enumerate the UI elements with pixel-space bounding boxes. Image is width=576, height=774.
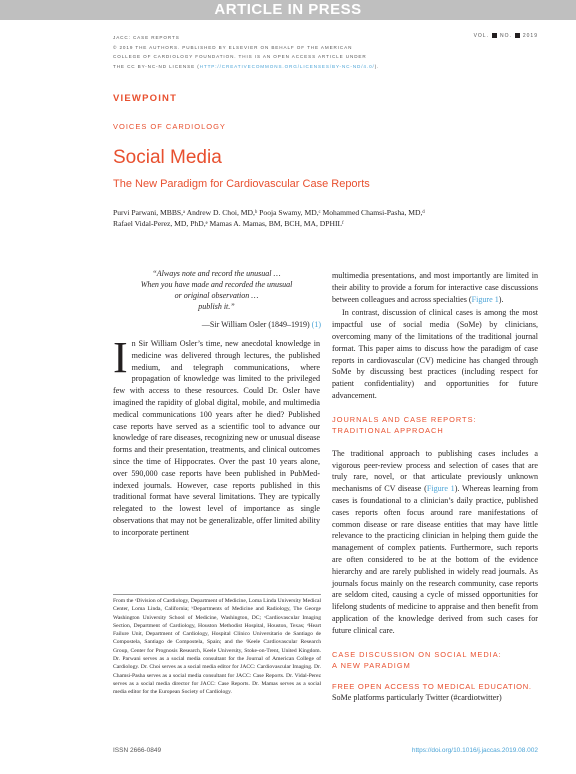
paragraph-text: multimedia presentations, and most importantly are limited in their ability to provide a forum for interactive case discussions between colleagues and across specialties ( <box>332 271 538 304</box>
epigraph-line: “Always note and record the unusual … <box>152 269 281 278</box>
heading-line: TRADITIONAL APPROACH <box>332 425 444 435</box>
article-title: Social Media <box>113 147 222 168</box>
authors-line: Purvi Parwani, MBBS,ᵃ Andrew D. Choi, MD,ᵇ Pooja Swamy, MD,ᶜ Mohammed Chamsi-Pasha, MD,ᵈ <box>113 208 425 217</box>
subsection-heading: FREE OPEN ACCESS TO MEDICAL EDUCATION. <box>332 681 532 691</box>
paragraph <box>332 270 538 305</box>
heading-line: CASE DISCUSSION ON SOCIAL MEDIA: <box>332 649 502 659</box>
drop-cap: I <box>113 333 128 382</box>
reference-link[interactable]: (1) <box>311 320 321 329</box>
intro-paragraph <box>113 333 320 539</box>
figure-link[interactable]: Figure 1 <box>426 484 455 494</box>
figure-link[interactable]: Figure 1 <box>471 294 499 304</box>
right-column <box>332 270 538 704</box>
section-name: VOICES OF CARDIOLOGY <box>113 122 226 131</box>
volume-info <box>474 33 538 39</box>
epigraph <box>113 268 320 312</box>
paragraph-text: SoMe platforms particularly Twitter (#cardiotwitter) <box>332 693 502 703</box>
journal-meta <box>113 33 413 71</box>
no-label: NO. <box>499 33 512 39</box>
issn: ISSN 2666-0849 <box>113 747 162 754</box>
copyright-line <box>113 62 413 72</box>
journal-name: JACC: CASE REPORTS <box>113 35 180 40</box>
article-type: VIEWPOINT <box>113 93 178 104</box>
paragraph-text: The traditional approach to publishing cases includes a vigorous peer-review process and selection of cases that are truly rare, novel, or that articulate previously unknown mechanisms of CV disease ( <box>332 448 538 494</box>
vol-label: VOL. <box>473 33 489 39</box>
section-heading <box>332 414 538 436</box>
author-list <box>113 207 533 229</box>
epigraph-line: or original observation … <box>174 291 259 300</box>
no-placeholder <box>515 33 520 38</box>
heading-line: A NEW PARADIGM <box>332 660 411 670</box>
vol-placeholder <box>492 33 497 38</box>
paragraph: In contrast, discussion of clinical cases is among the most impactful use of social media (SoMe) by clinicians, overcoming many of the limitations of the traditional journal format. This paper aims to discuss how the paradigm of case reports in cardiovascular (CV) medicine has changed through SoMe by discussing best practices (including respect for patient confidentiality) and opportunities for future advancement. <box>332 308 538 400</box>
license-prefix: THE CC BY-NC-ND LICENSE ( <box>113 63 200 69</box>
paragraph-text: ). <box>498 294 504 304</box>
copyright-line: © 2019 THE AUTHORS. PUBLISHED BY ELSEVIER ON BEHALF OF THE AMERICAN <box>113 44 353 50</box>
paragraph <box>332 681 538 705</box>
license-suffix: ). <box>374 63 380 69</box>
heading-line: JOURNALS AND CASE REPORTS: <box>332 414 477 424</box>
paragraph-text: ). Whereas learning from cases is foundational to a clinician’s daily practice, published cases reports often focus around rare manifestations of common disease or rare disease entities that may have little relevance to the practicing clinician in helping them guide the management of complex patients. Furthermore, such reports are often considered to be at the bottom of the evidence hierarchy and are rarely published in widely read journals. As journals focus mainly on the research community, case reports are seldom cited, causing a cycle of missed opportunities for lifelong students of medicine to appraise and then benefit from application of the knowledge derived from such cases for future clinical care. <box>332 484 539 635</box>
license-link[interactable]: HTTP://CREATIVECOMMONS.ORG/LICENSES/BY-NC-ND/4.0/ <box>199 63 375 69</box>
intro-text: n Sir William Osler’s time, new anecdotal knowledge in medicine was delivered through lectures, the published medium, and telegraph communications, where propagation of knowledge was limited to the privileged few with access to these resources. Could Dr. Osler have imagined the rapidity of global digital, mobile, and multimedia medical communications 100 years after he died? Published case reports have served as a scientific tool to advance our knowledge of rare diseases, recognizing new or unusual disease forms and their presentation, treatments, and clinical outcomes since the time of Hippocrates. Over the past 10 years alone, over 590,000 case reports have been published in PubMed-indexed journals. However, case reports published in this traditional format have several limitations. They are typically relegated to the lowest level of importance as single observations that may not be generalizable, offer limited ability to incorporate pertinent <box>113 339 320 537</box>
epigraph-line: When you have made and recorded the unusual <box>140 280 293 289</box>
affiliations-footnote: From the ᵃDivision of Cardiology, Department of Medicine, Loma Linda University Medical Center, Loma Linda, California; ᵇDepartments of Medicine and Radiology, The George Washington University School of Medicine, Washington, DC; ᶜCardiovascular Imaging Section, Department of Cardiology, Houston Methodist Hospital, Houston, Texas; ᵈHeart Failure Unit, Department of Cardiology, Hospital Clínico Universitario de Santiago de Compostela, Santiago de Compostela, Spain; and the ᶠKeele Cardiovascular Research Group, Center for Prognosis Research, Keele University, Stoke-on-Trent, United Kingdom. Dr. Parwani serves as a social media consultant for the Journal of American College of Cardiology. Dr. Choi serves as a social media editor for JACC: Cardiovascular Imaging. Dr. Chamsi-Pasha serves as a social media consultant for JACC: Case Reports. Dr. Vidal-Perez serves as a social media director for JACC: Case Reports. Dr. Mamas serves as a social media editor for the European Society of Cardiology. <box>113 594 321 697</box>
paragraph <box>332 448 538 637</box>
epigraph-line: publish it.” <box>198 302 235 311</box>
attribution-text: —Sir William Osler (1849–1919) <box>201 320 310 329</box>
authors-line: Rafael Vidal-Perez, MD, PhD,ᵉ Mamas A. Mamas, BM, BCH, MA, DPHILᶠ <box>113 219 344 228</box>
article-subtitle: The New Paradigm for Cardiovascular Case Reports <box>113 178 370 190</box>
doi-link[interactable]: https://doi.org/10.1016/j.jaccas.2019.08.002 <box>411 747 538 754</box>
year: 2019 <box>522 33 538 39</box>
section-heading <box>332 649 538 671</box>
copyright-line: COLLEGE OF CARDIOLOGY FOUNDATION. THIS IS AN OPEN ACCESS ARTICLE UNDER <box>113 54 367 60</box>
epigraph-attribution <box>113 320 321 329</box>
article-in-press-banner: ARTICLE IN PRESS <box>0 0 576 20</box>
